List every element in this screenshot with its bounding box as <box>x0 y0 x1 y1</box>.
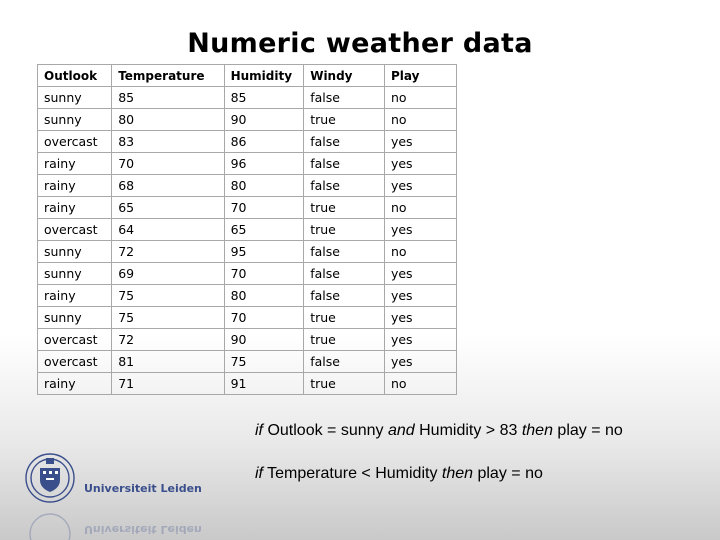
table-cell-windy: false <box>304 241 385 263</box>
table-body <box>38 87 457 395</box>
table-cell-humidity: 96 <box>224 153 304 175</box>
logo-reflection-text: Universiteit Leiden <box>84 523 202 536</box>
table-cell-play: no <box>384 87 456 109</box>
table-cell-windy: true <box>304 219 385 241</box>
table-cell-play: yes <box>384 153 456 175</box>
table-cell-windy: true <box>304 307 385 329</box>
rule-text: play = no <box>552 422 623 439</box>
rule-keyword: if <box>255 465 263 482</box>
table-cell-play: no <box>384 241 456 263</box>
table-cell-outlook: overcast <box>38 351 112 373</box>
rule-keyword: then <box>521 422 553 439</box>
table-row <box>38 285 457 307</box>
table-cell-temperature: 83 <box>112 131 224 153</box>
table-row <box>38 87 457 109</box>
table-cell-outlook: sunny <box>38 307 112 329</box>
table-row <box>38 351 457 373</box>
column-header-temperature: Temperature <box>112 65 224 87</box>
table-cell-humidity: 70 <box>224 197 304 219</box>
logo-text: Universiteit Leiden <box>84 482 202 495</box>
table-row <box>38 263 457 285</box>
table-cell-outlook: rainy <box>38 373 112 395</box>
rule-keyword: then <box>441 465 474 482</box>
table-cell-windy: false <box>304 87 385 109</box>
table-cell-windy: false <box>304 175 385 197</box>
table-cell-temperature: 80 <box>112 109 224 131</box>
table-row <box>38 373 457 395</box>
table-cell-outlook: overcast <box>38 329 112 351</box>
rule-text: Humidity > 83 <box>414 422 522 439</box>
column-header-outlook: Outlook <box>38 65 112 87</box>
table-cell-outlook: sunny <box>38 263 112 285</box>
table-cell-temperature: 72 <box>112 329 224 351</box>
table-cell-play: yes <box>384 351 456 373</box>
table-cell-temperature: 72 <box>112 241 224 263</box>
table-cell-play: yes <box>384 285 456 307</box>
table-cell-temperature: 70 <box>112 153 224 175</box>
table-cell-play: yes <box>384 307 456 329</box>
table-row <box>38 153 457 175</box>
table-row <box>38 109 457 131</box>
table-row <box>38 175 457 197</box>
table-cell-humidity: 95 <box>224 241 304 263</box>
table-cell-play: yes <box>384 131 456 153</box>
table-cell-temperature: 81 <box>112 351 224 373</box>
rule-1 <box>255 422 623 440</box>
table-row <box>38 329 457 351</box>
table-cell-outlook: rainy <box>38 175 112 197</box>
table-cell-humidity: 65 <box>224 219 304 241</box>
table-cell-outlook: rainy <box>38 285 112 307</box>
table-cell-humidity: 85 <box>224 87 304 109</box>
table-cell-play: yes <box>384 175 456 197</box>
table-header-row <box>38 65 457 87</box>
table-cell-windy: false <box>304 131 385 153</box>
logo-reflection-seal <box>24 512 84 540</box>
table-cell-windy: false <box>304 263 385 285</box>
table-cell-outlook: overcast <box>38 219 112 241</box>
logo-reflection <box>24 512 202 540</box>
table-row <box>38 197 457 219</box>
leiden-seal-logo <box>24 448 174 510</box>
table-cell-outlook: overcast <box>38 131 112 153</box>
column-header-windy: Windy <box>304 65 385 87</box>
slide-title: Numeric weather data <box>187 28 533 59</box>
table-cell-temperature: 75 <box>112 307 224 329</box>
table-cell-temperature: 65 <box>112 197 224 219</box>
table-cell-play: no <box>384 109 456 131</box>
table-cell-windy: true <box>304 197 385 219</box>
table-cell-humidity: 86 <box>224 131 304 153</box>
table-row <box>38 131 457 153</box>
weather-table <box>37 64 457 395</box>
rule-keyword: and <box>387 422 415 439</box>
table-cell-outlook: sunny <box>38 87 112 109</box>
table-cell-humidity: 70 <box>224 263 304 285</box>
table-cell-windy: true <box>304 373 385 395</box>
table-cell-temperature: 68 <box>112 175 224 197</box>
table-cell-play: yes <box>384 329 456 351</box>
table-cell-play: no <box>384 373 456 395</box>
table-row <box>38 307 457 329</box>
table-cell-outlook: sunny <box>38 109 112 131</box>
table-cell-humidity: 90 <box>224 109 304 131</box>
table-cell-outlook: rainy <box>38 197 112 219</box>
table-cell-humidity: 91 <box>224 373 304 395</box>
table-cell-humidity: 80 <box>224 285 304 307</box>
table-cell-humidity: 90 <box>224 329 304 351</box>
rule-2 <box>255 465 543 483</box>
table-cell-windy: false <box>304 351 385 373</box>
table-cell-windy: true <box>304 109 385 131</box>
table-cell-outlook: sunny <box>38 241 112 263</box>
rule-keyword: if <box>255 422 263 439</box>
rule-text: Temperature < Humidity <box>263 465 442 482</box>
table-cell-temperature: 71 <box>112 373 224 395</box>
table-cell-temperature: 85 <box>112 87 224 109</box>
table-cell-play: no <box>384 197 456 219</box>
rule-text: Outlook = sunny <box>263 422 388 439</box>
table-row <box>38 241 457 263</box>
table-cell-play: yes <box>384 219 456 241</box>
table-cell-temperature: 69 <box>112 263 224 285</box>
table-cell-temperature: 75 <box>112 285 224 307</box>
table-cell-outlook: rainy <box>38 153 112 175</box>
table-row <box>38 219 457 241</box>
table-cell-humidity: 70 <box>224 307 304 329</box>
table-cell-play: yes <box>384 263 456 285</box>
column-header-humidity: Humidity <box>224 65 304 87</box>
column-header-play: Play <box>384 65 456 87</box>
table-cell-humidity: 75 <box>224 351 304 373</box>
table-cell-windy: true <box>304 329 385 351</box>
table-cell-windy: false <box>304 285 385 307</box>
table-cell-temperature: 64 <box>112 219 224 241</box>
table-cell-humidity: 80 <box>224 175 304 197</box>
rule-text: play = no <box>473 465 543 482</box>
table-cell-windy: false <box>304 153 385 175</box>
